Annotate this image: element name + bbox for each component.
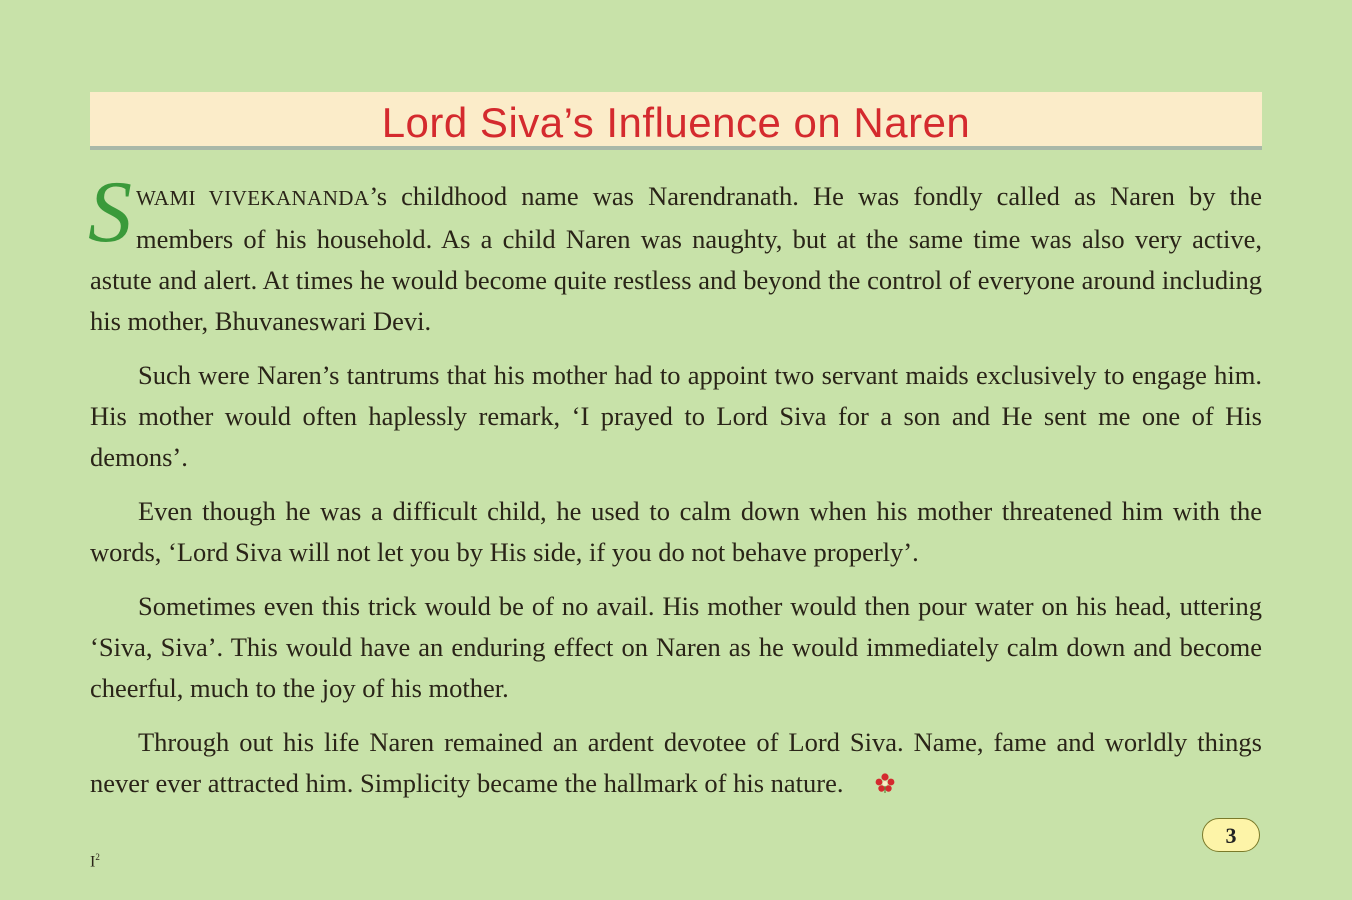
footer-letter: I xyxy=(90,853,96,871)
title-band xyxy=(90,92,1262,150)
paragraph-3: Even though he was a difficult child, he used to calm down when his mother threatened him with the words, ‘Lord Siva will not let you by His side, if you do not behave properly’. xyxy=(90,496,1262,567)
paragraph-5 xyxy=(90,722,1262,804)
paragraph-2: Such were Naren’s tantrums that his mother had to appoint two servant maids exclusively to engage him. His mother would often haplessly remark, ‘I prayed to Lord Siva for a son and He sent me one of His demons’. xyxy=(90,360,1262,472)
small-caps-name: WAMI VIVEKANANDA xyxy=(136,186,370,210)
page-title: Lord Siva’s Influence on Naren xyxy=(381,99,971,146)
paragraph-1 xyxy=(88,164,1262,342)
page-number-badge: 3 xyxy=(1202,818,1260,852)
paragraph-4: Sometimes even this trick would be of no avail. His mother would then pour water on his head, uttering ‘Siva, Siva’. This would have an enduring effect on Naren as he would immediately calm down and become cheerful, much to the joy of his mother. xyxy=(90,591,1262,703)
flower-ornament-icon xyxy=(874,772,896,794)
footer-signature-mark xyxy=(90,852,100,871)
article-body xyxy=(88,164,1262,817)
paragraph-5-text: Through out his life Naren remained an ardent devotee of Lord Siva. Name, fame and worldly things never ever attracted him. Simplicity became the hallmark of his nature. xyxy=(90,727,1262,798)
paragraph-1-text: ’s childhood name was Narendranath. He was fondly called as Naren by the members of his household. As a child Naren was naughty, but at the same time was also very active, astute and alert. At times he would become quite restless and beyond the control of everyone around including his mother, Bhuvaneswari Devi. xyxy=(90,181,1262,336)
drop-cap: S xyxy=(88,164,132,261)
footer-superscript: 2 xyxy=(95,852,100,862)
